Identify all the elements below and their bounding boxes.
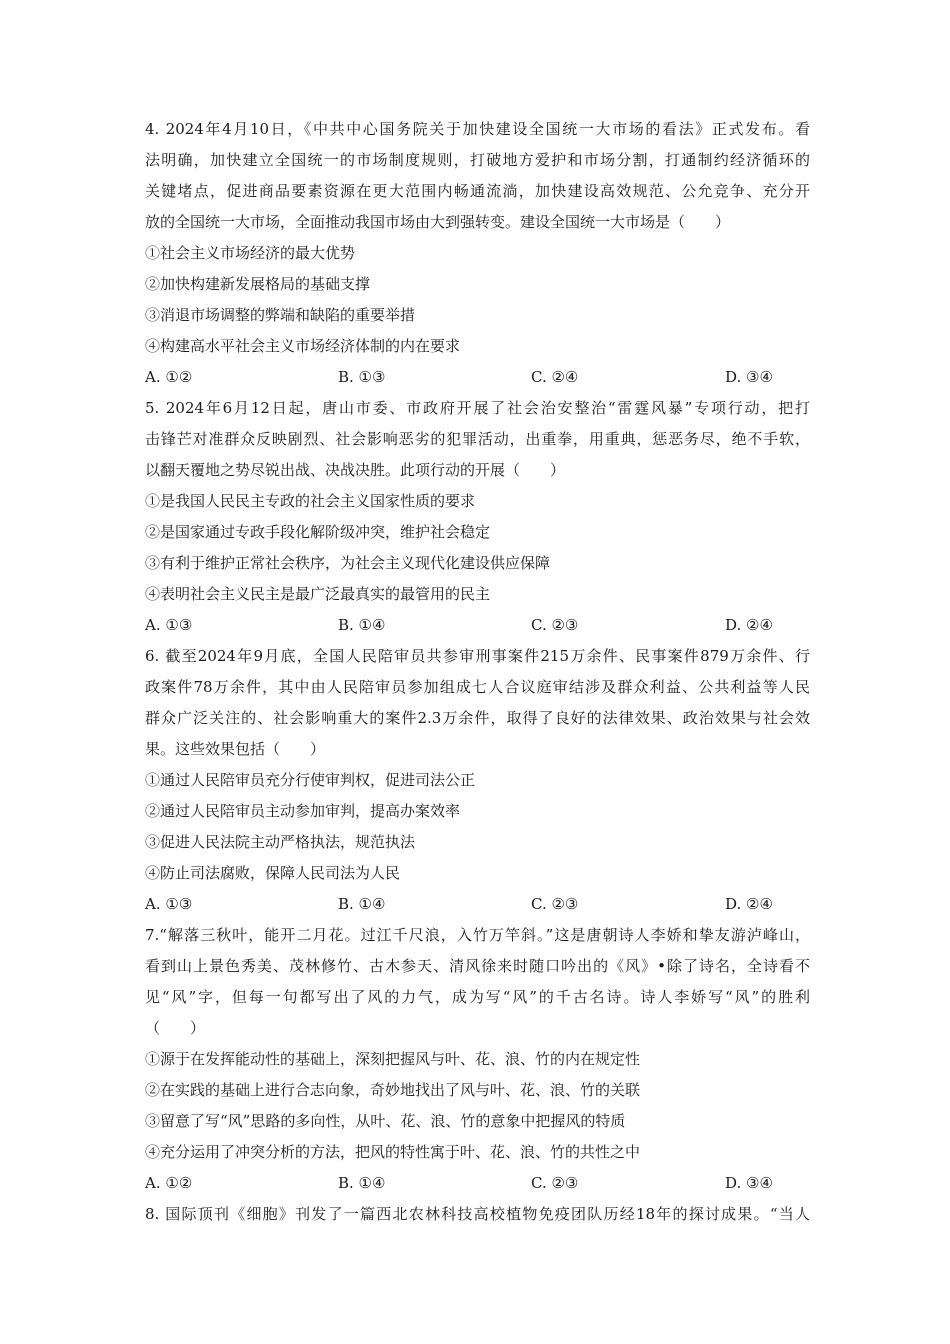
statement-option: ④构建高水平社会主义市场经济体制的内在要求 xyxy=(145,337,461,355)
stem-line: 放的全国统一大市场，全面推动我国市场由大到强转变。建设全国统一大市场是（ ） xyxy=(145,213,731,231)
stem-line: （ ） xyxy=(145,1019,206,1037)
question-list xyxy=(145,114,810,1230)
statement-option: ②在实践的基础上进行合志向象，奇妙地找出了风与叶、花、浪、竹的关联 xyxy=(145,1081,641,1099)
choice-d: D. ②④ xyxy=(725,616,773,634)
stem-line: 击锋芒对准群众反映剧烈、社会影响恶劣的犯罪活动，出重拳，用重典，惩恶务尽，绝不手软， xyxy=(145,430,810,448)
stem-line: 8. 国际顶刊《细胞》刊发了一篇西北农林科技高校植物免疫团队历经18年的探讨成果。“当人 xyxy=(145,1205,810,1223)
statement-option: ①通过人民陪审员充分行使审判权，促进司法公正 xyxy=(145,771,476,789)
statement-option: ③消退市场调整的弊端和缺陷的重要举措 xyxy=(145,306,416,324)
stem-line: 法明确，加快建立全国统一的市场制度规则，打破地方爱护和市场分割，打通制约经济循环的 xyxy=(145,151,810,169)
choice-d: D. ③④ xyxy=(725,368,773,386)
choice-b: B. ①④ xyxy=(338,616,386,634)
statement-option: ④防止司法腐败，保障人民司法为人民 xyxy=(145,864,401,882)
choice-c: C. ②③ xyxy=(531,895,579,913)
choice-c: C. ②③ xyxy=(531,1174,579,1192)
choice-d: D. ②④ xyxy=(725,895,773,913)
statement-option: ②是国家通过专政手段化解阶级冲突，维护社会稳定 xyxy=(145,523,491,541)
question-5 xyxy=(145,393,810,641)
question-stem xyxy=(145,393,810,486)
statement-option: ③促进人民法院主动严格执法，规范执法 xyxy=(145,833,416,851)
statement-option: ④表明社会主义民主是最广泛最真实的最管用的民主 xyxy=(145,585,491,603)
choice-c: C. ②③ xyxy=(531,616,579,634)
question-stem xyxy=(145,1199,810,1230)
answer-choices xyxy=(145,362,810,393)
stem-line: 7.“解落三秋叶，能开二月花。过江千尺浪，入竹万竿斜。”这是唐朝诗人李娇和挚友游泸峰山， xyxy=(145,926,810,944)
choice-b: B. ①④ xyxy=(338,895,386,913)
choice-d: D. ③④ xyxy=(725,1174,773,1192)
question-4 xyxy=(145,114,810,393)
question-8 xyxy=(145,1199,810,1230)
stem-line: 以翻天覆地之势尽锐出战、决战决胜。此项行动的开展（ ） xyxy=(145,461,566,479)
statement-option: ③有利于维护正常社会秩序，为社会主义现代化建设供应保障 xyxy=(145,554,551,572)
statement-option: ②加快构建新发展格局的基础支撑 xyxy=(145,275,371,293)
answer-choices xyxy=(145,889,810,920)
stem-line: 关键堵点，促进商品要素资源在更大范围内畅通流淌，加快建设高效规范、公允竞争、充分开 xyxy=(145,182,810,200)
choice-b: B. ①④ xyxy=(338,1174,386,1192)
choice-a: A. ①③ xyxy=(145,616,193,634)
choice-b: B. ①③ xyxy=(338,368,386,386)
stem-line: 6. 截至2024年9月底，全国人民陪审员共参审刑事案件215万余件、民事案件879万余件、行 xyxy=(145,647,810,665)
stem-line: 5. 2024年6月12日起，唐山市委、市政府开展了社会治安整治“雷霆风暴”专项行动，把打 xyxy=(145,399,810,417)
statement-option: ①是我国人民民主专政的社会主义国家性质的要求 xyxy=(145,492,476,510)
stem-line: 群众广泛关注的、社会影响重大的案件2.3万余件，取得了良好的法律效果、政治效果与社会效 xyxy=(145,709,810,727)
statement-option: ②通过人民陪审员主动参加审判，提高办案效率 xyxy=(145,802,461,820)
statement-option: ①源于在发挥能动性的基础上，深刻把握风与叶、花、浪、竹的内在规定性 xyxy=(145,1050,641,1068)
question-6 xyxy=(145,641,810,920)
answer-choices xyxy=(145,1168,810,1199)
choice-a: A. ①② xyxy=(145,1174,193,1192)
choice-a: A. ①③ xyxy=(145,895,193,913)
statement-option: ①社会主义市场经济的最大优势 xyxy=(145,244,356,262)
stem-line: 见“风”字，但每一句都写出了风的力气，成为写“风”的千古名诗。诗人李娇写“风”的胜利 xyxy=(145,988,810,1006)
question-stem xyxy=(145,920,810,1044)
answer-choices xyxy=(145,610,810,641)
question-7 xyxy=(145,920,810,1199)
stem-line: 果。这些效果包括（ ） xyxy=(145,740,326,758)
stem-line: 政案件78万余件，其中由人民陪审员参加组成七人合议庭审结涉及群众利益、公共利益等人民 xyxy=(145,678,810,696)
choice-a: A. ①② xyxy=(145,368,193,386)
choice-c: C. ②④ xyxy=(531,368,579,386)
statement-option: ③留意了写“风”思路的多向性，从叶、花、浪、竹的意象中把握风的特质 xyxy=(145,1112,626,1130)
stem-line: 看到山上景色秀美、茂林修竹、古木参天、清风徐来时随口吟出的《风》•除了诗名，全诗看不 xyxy=(145,957,810,975)
stem-line: 4. 2024年4月10日，《中共中心国务院关于加快建设全国统一大市场的看法》正式发布。看 xyxy=(145,120,810,138)
question-stem xyxy=(145,641,810,765)
question-stem xyxy=(145,114,810,238)
statement-option: ④充分运用了冲突分析的方法，把风的特性寓于叶、花、浪、竹的共性之中 xyxy=(145,1143,641,1161)
